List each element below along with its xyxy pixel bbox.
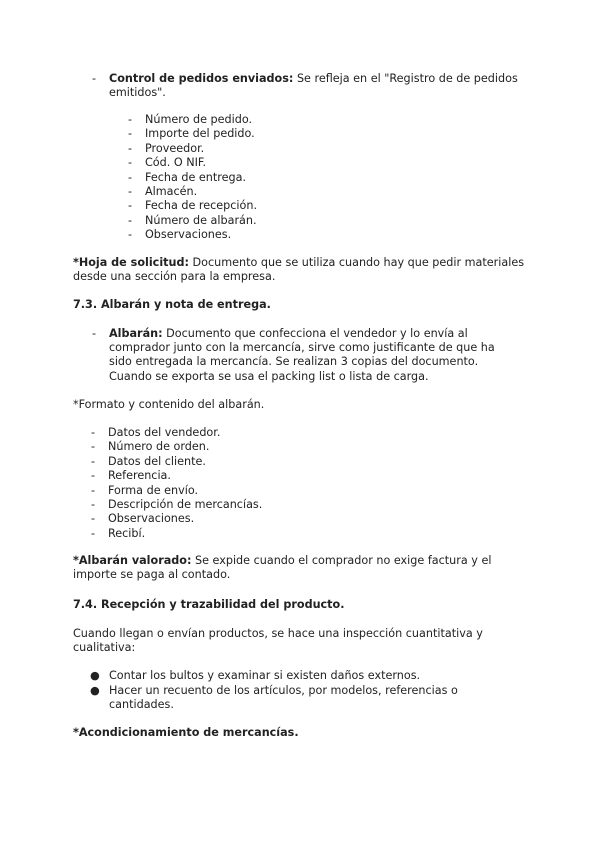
valorado-paragraph bbox=[73, 554, 573, 582]
valorado-text: Se expide cuando el comprador no exige factura y el bbox=[191, 554, 492, 567]
recepcion-paragraph bbox=[73, 627, 573, 655]
albaran-text: Documento que confecciona el vendedor y lo envía al bbox=[162, 327, 468, 340]
control-text-2: emitidos". bbox=[109, 86, 166, 100]
list-dash: - bbox=[92, 72, 97, 85]
hoja-paragraph bbox=[73, 256, 573, 284]
list-item: Contar los bultos y examinar si existen daños externos. bbox=[109, 669, 421, 682]
bullet-dot: ● bbox=[90, 669, 100, 682]
list-item: Hacer un recuento de los artículos, por modelos, referencias o cantidades. bbox=[109, 684, 458, 712]
control-text: Se refleja en el "Registro de de pedidos bbox=[293, 72, 518, 85]
list-dash: - bbox=[92, 327, 97, 340]
recepcion-text-2: cualitativa: bbox=[73, 641, 136, 655]
albaran-text-2: comprador junto con la mercancía, sirve como justificante de que ha bbox=[109, 341, 495, 355]
hoja-text-2: desde una sección para la empresa. bbox=[73, 270, 276, 284]
control-label: Control de pedidos enviados: bbox=[109, 72, 294, 85]
section-heading-7-3: 7.3. Albarán y nota de entrega. bbox=[73, 298, 271, 311]
valorado-label: *Albarán valorado: bbox=[73, 554, 192, 567]
acondicionamiento-heading: *Acondicionamiento de mercancías. bbox=[73, 726, 299, 739]
formato-heading: *Formato y contenido del albarán. bbox=[73, 398, 265, 411]
section-heading-7-4: 7.4. Recepción y trazabilidad del producto. bbox=[73, 598, 345, 611]
recepcion-text: Cuando llegan o envían productos, se hace una inspección cuantitativa y bbox=[73, 627, 483, 640]
albaran-text-4: Cuando se exporta se usa el packing list o lista de carga. bbox=[109, 369, 429, 383]
albaran-paragraph bbox=[109, 327, 579, 384]
hoja-text: Documento que se utiliza cuando hay que pedir materiales bbox=[188, 256, 525, 269]
control-paragraph bbox=[109, 72, 569, 100]
bullet-dot: ● bbox=[90, 684, 100, 697]
albaran-label: Albarán: bbox=[109, 327, 163, 340]
albaran-text-3: sido entregada la mercancía. Se realizan 3 copias del documento. bbox=[109, 355, 479, 369]
valorado-text-2: importe se paga al contado. bbox=[73, 568, 231, 582]
document-page: - Control de pedidos enviados: Se refleja en el "Registro de de pedidos emitidos". - Número de pedido. - Importe del pedido. - Proveedor. - Cód. O NIF. - Fecha de entrega. - Almacén. - Fecha de recepción. - Número de albarán. - Observaciones. *Hoja de solicitud: Documento que se utiliza cuando hay que pedir materiales desde una sección para la empresa. 7.3. Albarán y nota de entrega. - Albarán: Documento que confecciona el vendedor y lo envía al comprador junto con la mercancía, sirve como justificante de que ha sido entregada la mercancía. Se realizan 3 copias del documento. Cuando se exporta se usa el packing list o lista de carga. *Formato y contenido del albarán. - Datos del vendedor. - Número de orden. - Datos del cliente. - Referencia. - Forma de envío. - Descripción de mercancías. - Observaciones. - Recibí. *Albarán valorado: Se expide cuando el comprador no exige factura y el importe se paga al contado. 7.4. Recepción y trazabilidad del producto. Cuando llegan o envían productos, se hace una inspección cuantitativa y cualitativa: ● Contar los bultos y examinar si existen daños externos. ● Hacer un recuento de los artículos, por modelos, referencias o cantidades. *Acondicionamiento de mercancías. bbox=[0, 0, 600, 848]
hoja-label: *Hoja de solicitud: bbox=[73, 256, 189, 269]
